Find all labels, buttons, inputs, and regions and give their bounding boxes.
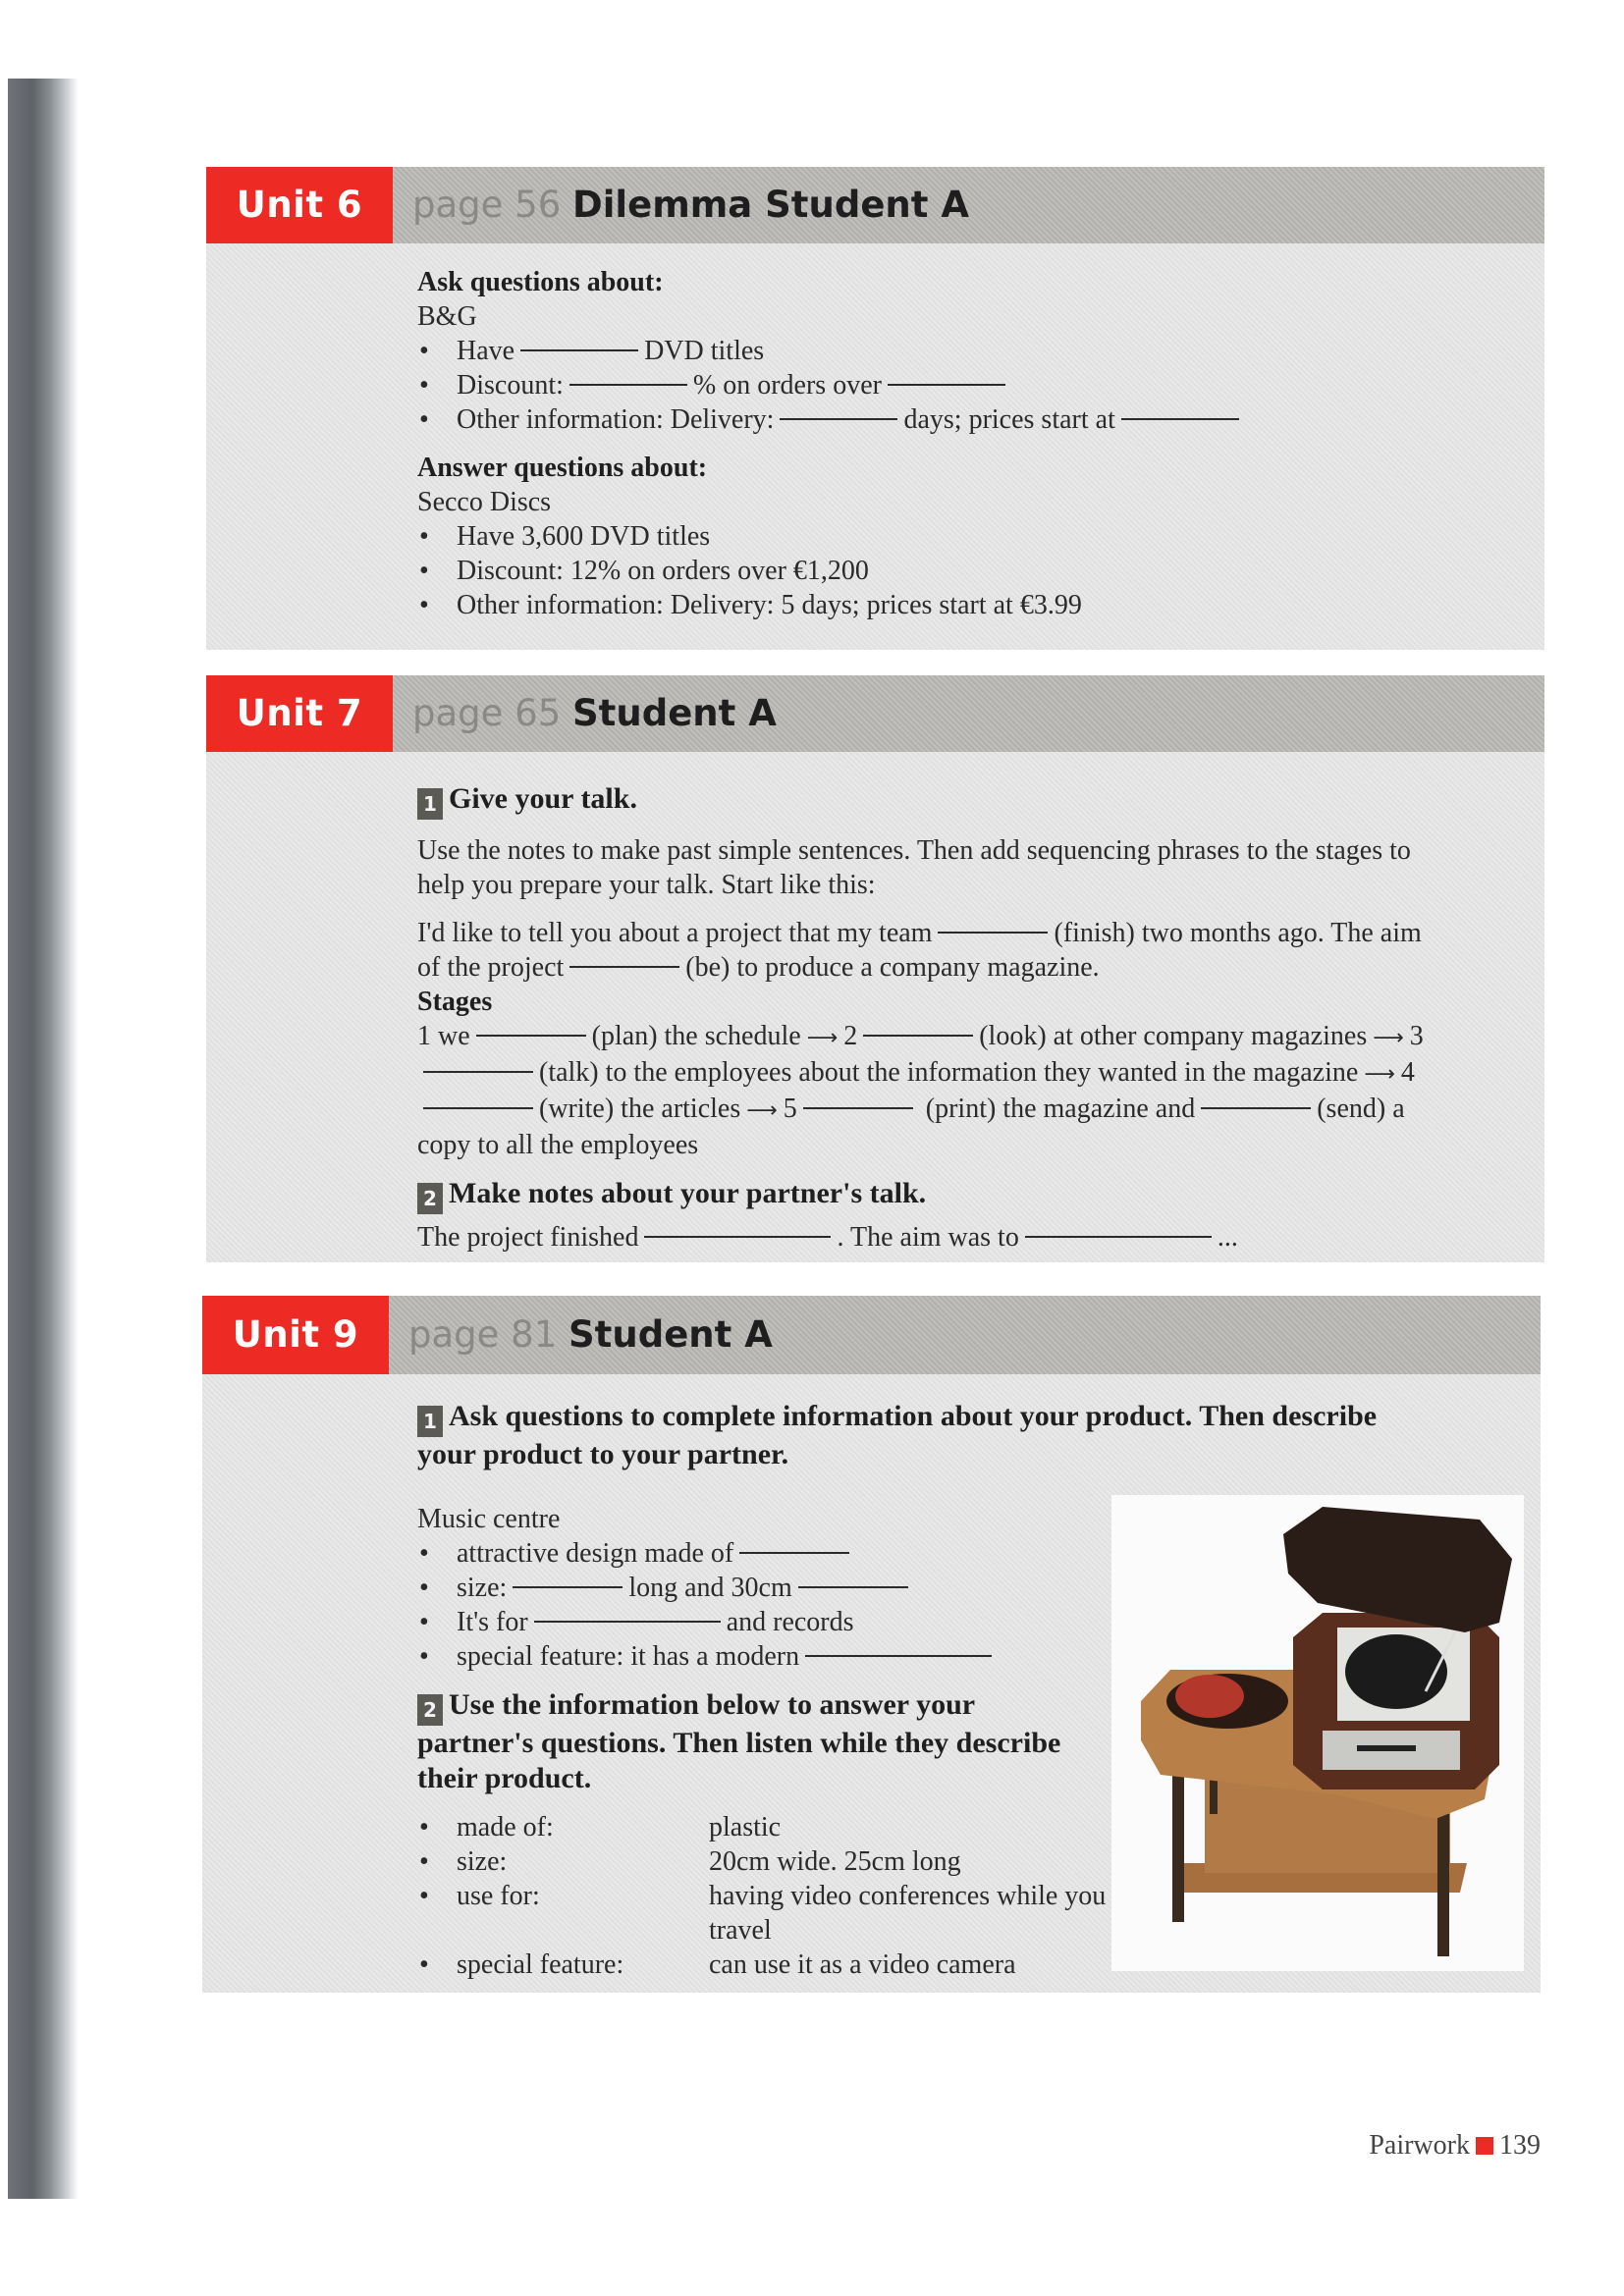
info-value: plastic bbox=[709, 1812, 782, 1842]
answer-blank[interactable] bbox=[644, 1235, 831, 1238]
section-body-left bbox=[417, 1502, 1105, 1982]
exercise-number-badge: 2 bbox=[417, 1694, 443, 1726]
stages-heading: Stages bbox=[417, 987, 493, 1017]
answer-blank[interactable] bbox=[938, 931, 1048, 934]
answer-blank[interactable] bbox=[739, 1551, 849, 1554]
page-reference: page 56 bbox=[412, 184, 562, 226]
list-item: • Other information: Delivery: 5 days; prices start at €3.99 bbox=[417, 588, 1486, 622]
answer-blank[interactable] bbox=[863, 1034, 973, 1037]
exercise-number-badge: 1 bbox=[417, 788, 443, 820]
answer-blank[interactable] bbox=[513, 1585, 623, 1588]
section-title bbox=[408, 1296, 773, 1374]
exercise-2-heading: 2 Use the information below to answer your partner's questions. Then listen while they describe their product. bbox=[417, 1688, 1061, 1794]
arrow-right-icon: ⟶ bbox=[1373, 1026, 1404, 1050]
answer-blank[interactable] bbox=[1025, 1235, 1212, 1238]
page-footer bbox=[1369, 2130, 1541, 2162]
cd-slot bbox=[1357, 1745, 1416, 1751]
section-unit-7 bbox=[206, 675, 1544, 1262]
ask-heading: Ask questions about: bbox=[417, 267, 664, 297]
answer-company: Secco Discs bbox=[417, 487, 552, 517]
info-value: having video conferences while you travel bbox=[709, 1881, 1107, 1946]
exercise-number-badge: 2 bbox=[417, 1183, 443, 1214]
page-reference: page 65 bbox=[412, 692, 562, 734]
page-reference: page 81 bbox=[408, 1313, 558, 1356]
exercise-2-heading: 2 Make notes about your partner's talk. bbox=[417, 1176, 1446, 1214]
page-number: 139 bbox=[1499, 2130, 1541, 2161]
exercise-1-heading: 1 Ask questions to complete information about your product. Then describe your product to your partner. bbox=[417, 1400, 1378, 1470]
answer-blank[interactable] bbox=[798, 1585, 908, 1588]
section-header bbox=[206, 675, 1544, 752]
red-square-icon bbox=[1476, 2137, 1493, 2155]
list-item: • It's for and records bbox=[417, 1605, 1105, 1639]
unit-tag: Unit 9 bbox=[202, 1296, 389, 1374]
answer-blank[interactable] bbox=[569, 965, 679, 968]
list-item: • Other information: Delivery: days; prices start at bbox=[417, 402, 1486, 437]
arrow-right-icon: ⟶ bbox=[806, 1026, 839, 1050]
section-title bbox=[412, 675, 777, 752]
section-body bbox=[417, 1399, 1423, 1472]
flower-decoration bbox=[1175, 1675, 1244, 1718]
answer-blank[interactable] bbox=[423, 1106, 533, 1109]
info-label: • size: bbox=[417, 1844, 709, 1879]
product-info-table bbox=[417, 1810, 1105, 1982]
ask-company: B&G bbox=[417, 301, 477, 332]
talk-intro: I'd like to tell you about a project that my team (finish) two months ago. The aim of the project (be) to produce a company magazine. bbox=[417, 918, 1422, 983]
stages-text: 1 we (plan) the schedule ⟶ 2 (look) at other company magazines ⟶ 3(talk) to the employees about the information they wanted in the magazine ⟶ 4(write) the articles ⟶ 5 (print) the magazine and (send) a copy to all the employees bbox=[417, 1021, 1424, 1160]
info-label: • special feature: bbox=[417, 1948, 709, 1982]
answer-blank[interactable] bbox=[803, 1106, 913, 1109]
answer-blank[interactable] bbox=[569, 383, 687, 386]
list-item: • size: long and 30cm bbox=[417, 1571, 1105, 1605]
product-name: Music centre bbox=[417, 1504, 561, 1534]
arrow-right-icon: ⟶ bbox=[746, 1098, 778, 1123]
notes-line: The project finished . The aim was to ... bbox=[417, 1222, 1238, 1253]
record-player-photo bbox=[1111, 1495, 1524, 1971]
info-value: 20cm wide. 25cm long bbox=[709, 1846, 961, 1877]
info-label: • made of: bbox=[417, 1810, 709, 1844]
unit-tag: Unit 6 bbox=[206, 167, 393, 243]
exercise-1-heading: 1 Give your talk. bbox=[417, 781, 1446, 820]
section-body bbox=[417, 265, 1486, 622]
unit-tag: Unit 7 bbox=[206, 675, 393, 752]
answer-blank[interactable] bbox=[805, 1654, 992, 1657]
section-title bbox=[412, 167, 969, 243]
section-body bbox=[417, 781, 1446, 1255]
list-item: • special feature: it has a modern bbox=[417, 1639, 1105, 1674]
answer-blank[interactable] bbox=[534, 1620, 721, 1623]
section-header bbox=[206, 167, 1544, 243]
music-centre-illustration bbox=[1111, 1495, 1524, 1971]
answer-blank[interactable] bbox=[1121, 417, 1239, 420]
list-item: • attractive design made of bbox=[417, 1536, 1105, 1571]
exercise-number-badge: 1 bbox=[417, 1406, 443, 1437]
section-header bbox=[202, 1296, 1541, 1374]
activity-title: Dilemma Student A bbox=[572, 184, 969, 226]
list-item: • Have 3,600 DVD titles bbox=[417, 519, 1486, 554]
list-item: • Have DVD titles bbox=[417, 334, 1486, 368]
answer-blank[interactable] bbox=[423, 1070, 533, 1073]
activity-title: Student A bbox=[572, 692, 777, 734]
list-item: • Discount: 12% on orders over €1,200 bbox=[417, 554, 1486, 588]
exercise-instructions: Use the notes to make past simple sentences. Then add sequencing phrases to the stages to help you prepare your talk. Start like this: bbox=[417, 835, 1411, 900]
answer-blank[interactable] bbox=[520, 348, 638, 351]
section-unit-6 bbox=[206, 167, 1544, 650]
footer-section-label: Pairwork bbox=[1369, 2130, 1470, 2161]
turntable-platter bbox=[1345, 1634, 1447, 1709]
info-value: can use it as a video camera bbox=[709, 1949, 1016, 1980]
trolley-leg bbox=[1437, 1814, 1449, 1956]
trolley-leg bbox=[1172, 1765, 1184, 1922]
answer-blank[interactable] bbox=[888, 383, 1005, 386]
answer-blank[interactable] bbox=[476, 1034, 586, 1037]
music-centre-lid bbox=[1283, 1507, 1512, 1632]
answer-heading: Answer questions about: bbox=[417, 453, 708, 483]
answer-blank[interactable] bbox=[780, 417, 897, 420]
arrow-right-icon: ⟶ bbox=[1364, 1062, 1395, 1087]
activity-title: Student A bbox=[568, 1313, 773, 1356]
answer-blank[interactable] bbox=[1201, 1106, 1311, 1109]
list-item: • Discount: % on orders over bbox=[417, 368, 1486, 402]
info-label: • use for: bbox=[417, 1879, 709, 1948]
book-spine-shadow bbox=[8, 79, 79, 2199]
